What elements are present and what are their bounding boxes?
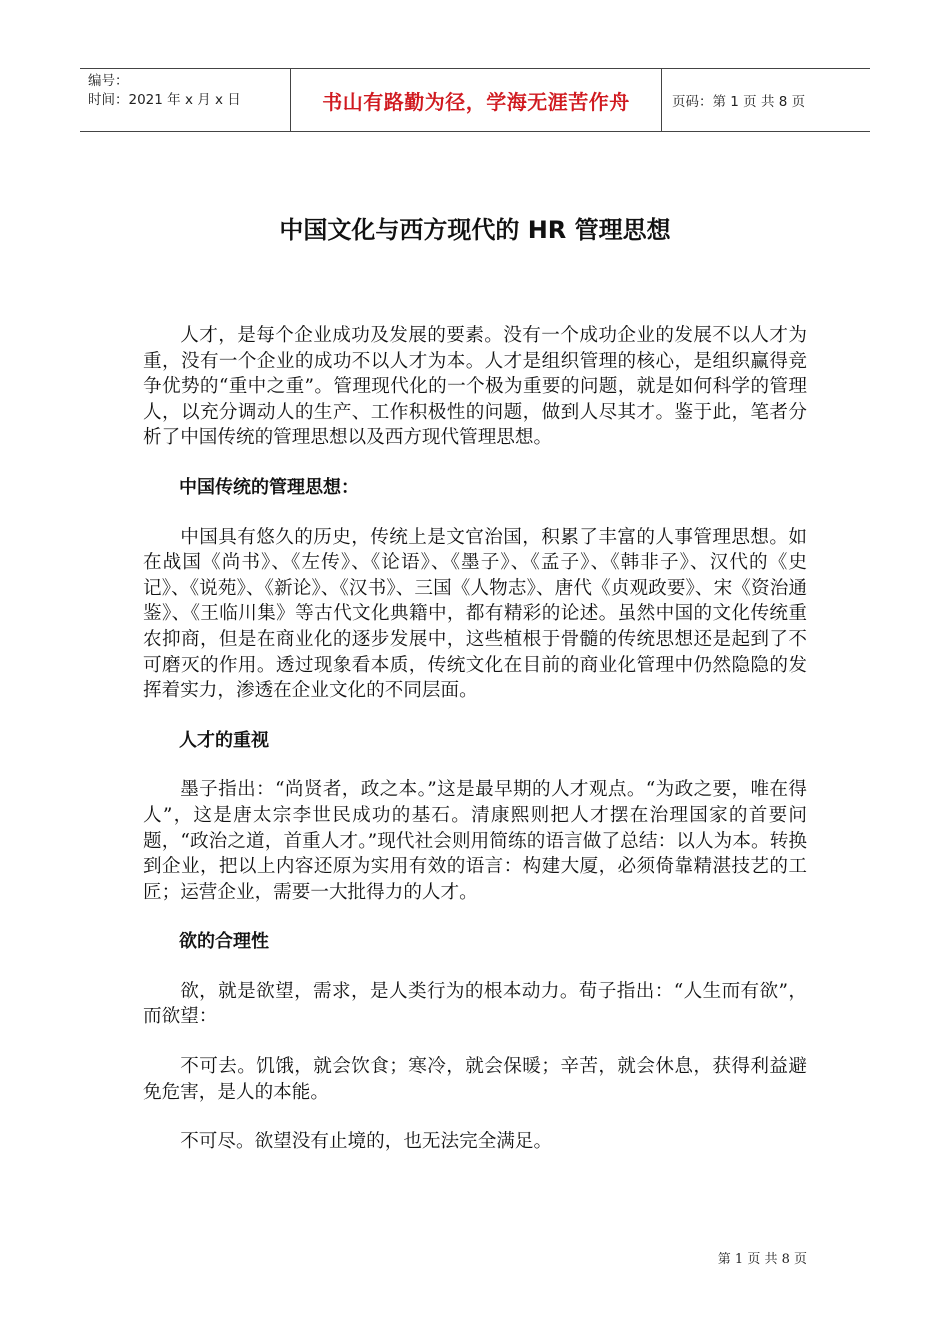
section-heading-desire: 欲的合理性 [179,931,269,953]
paragraph-intro: 人才，是每个企业成功及发展的要素。没有一个成功企业的发展不以人才为重，没有一个企业的成功不以人才为本。人才是组织管理的核心，是组织赢得竞争优势的“重中之重”。管理现代化的一个极为重要的问题，就是如何科学的管理人，以充分调动人的生产、工作积极性的问题，做到人尽其才。鉴于此，笔者分析了中国传统的管理思想以及西方现代管理思想。 [143,325,807,449]
paragraph-desire: 欲，就是欲望，需求，是人类行为的根本动力。荀子指出：“人生而有欲”，而欲望： [143,980,807,1028]
paragraph-cannot-exhaust: 不可尽。欲望没有止境的，也无法完全满足。 [180,1131,553,1153]
document-body [143,323,807,1179]
paragraph-history: 中国具有悠久的历史，传统上是文官治国，积累了丰富的人事管理思想。如在战国《尚书》、《左传》、《论语》、《墨子》、《孟子》、《韩非子》、汉代的《史记》、《说苑》、《新论》、《汉书》、三国《人物志》、唐代《贞观政要》、宋《资治通鉴》、《王临川集》等古代文化典籍中，都有精彩的论述。虽然中国的文化传统重农抑商，但是在商业化的逐步发展中，这些植根于骨髓的传统思想还是起到了不可磨灭的作用。透过现象看本质，传统文化在目前的商业化管理中仍然隐隐的发挥着实力，渗透在企业文化的不同层面。 [143,526,807,702]
document-title: 中国文化与西方现代的 HR 管理思想 [279,216,671,244]
paragraph-talent: 墨子指出：“尚贤者，政之本。”这是最早期的人才观点。“为政之要，唯在得人”，这是唐太宗李世民成功的基石。清康熙则把人才摆在治理国家的首要问题，“政治之道，首重人才。”现代社会则用简练的语言做了总结：以人为本。转换到企业，把以上内容还原为实用有效的语言：构建大厦，必须倚靠精湛技艺的工匠；运营企业，需要一大批得力的人才。 [143,779,807,903]
paragraph-cannot-remove: 不可去。饥饿，就会饮食；寒冷，就会保暖；辛苦，就会休息，获得利益避免危害，是人的本能。 [143,1056,807,1103]
section-heading-talent: 人才的重视 [179,729,269,751]
page-header [80,68,870,132]
page-footer: 第 1 页 共 8 页 [717,1252,807,1267]
document-number-label: 编号： [88,73,129,89]
header-motto: 书山有路勤为径，学海无涯苦作舟 [290,69,662,131]
section-heading-traditional: 中国传统的管理思想： [179,476,359,498]
document-time-label: 时间：2021 年 x 月 x 日 [88,92,241,108]
header-page-info: 页码：第 1 页 共 8 页 [672,94,806,110]
header-meta [80,69,290,131]
